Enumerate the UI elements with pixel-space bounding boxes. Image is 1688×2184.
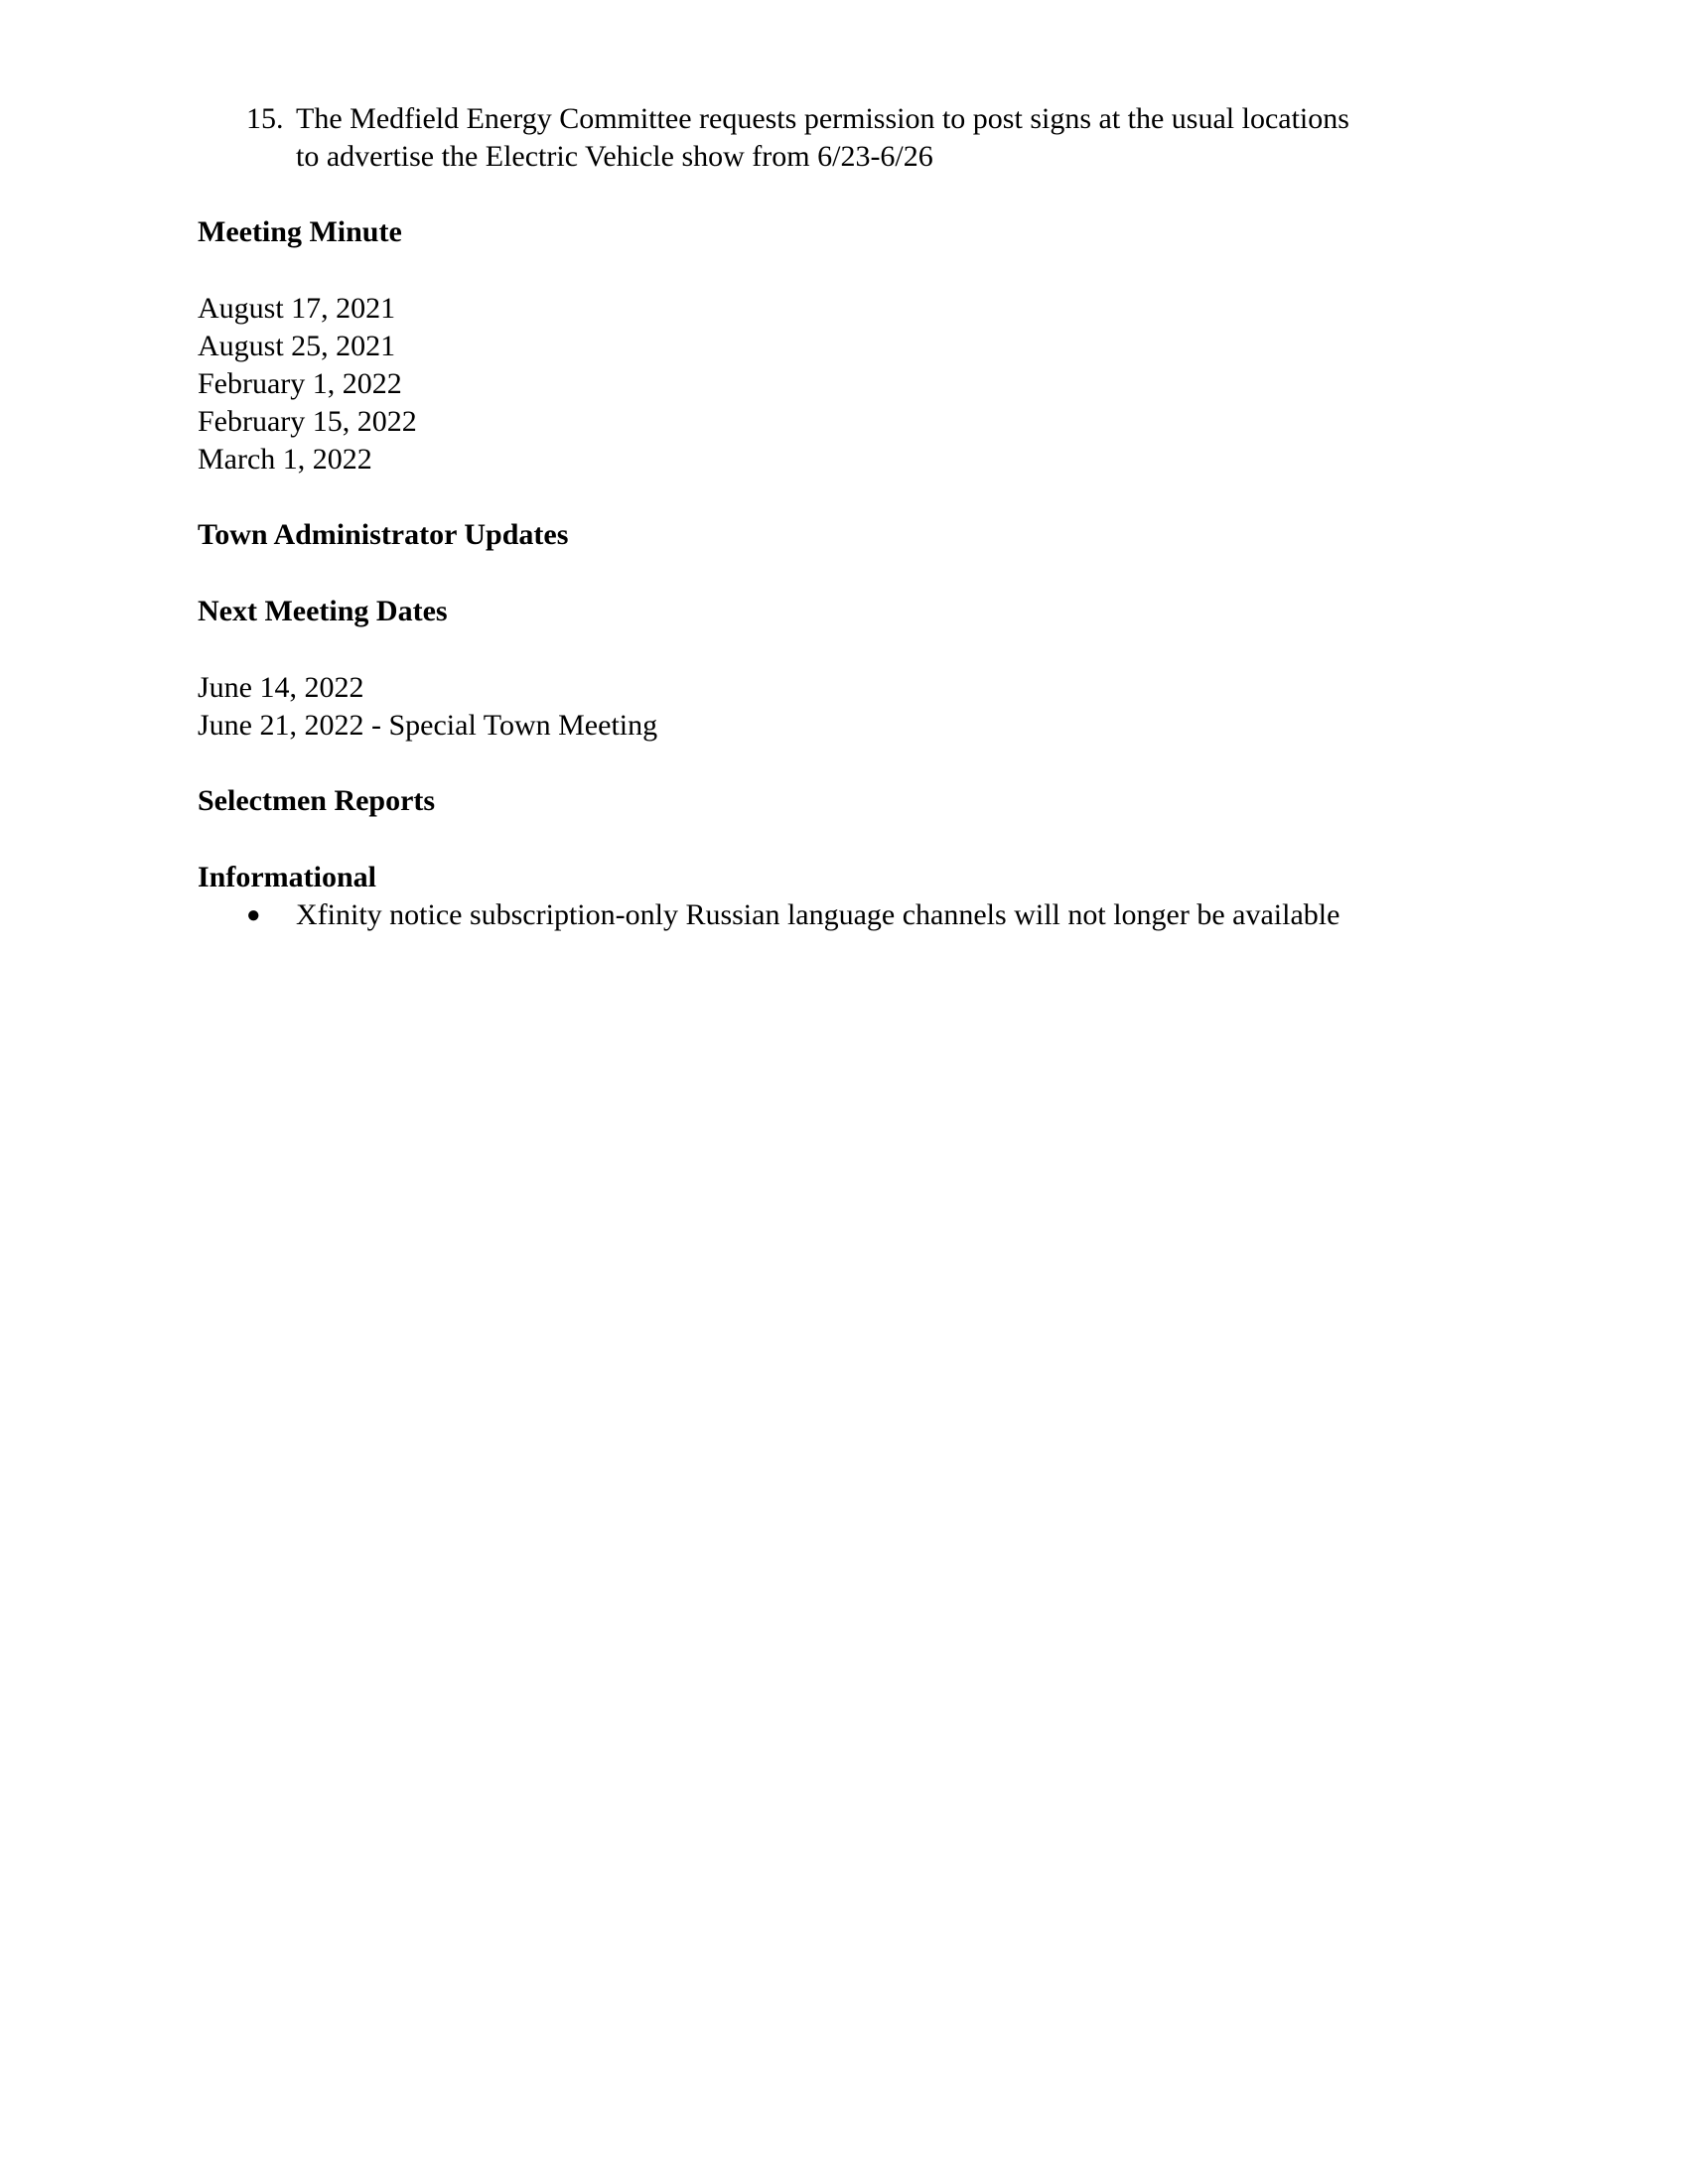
next-meeting-heading: Next Meeting Dates bbox=[198, 595, 448, 627]
next-meeting-date: June 21, 2022 - Special Town Meeting bbox=[198, 709, 658, 742]
meeting-minute-heading: Meeting Minute bbox=[198, 215, 402, 248]
meeting-minute-date: August 25, 2021 bbox=[198, 330, 396, 362]
next-meeting-date: June 14, 2022 bbox=[198, 671, 364, 704]
agenda-item-text-line-1: The Medfield Energy Committee requests permission to post signs at the usual locations bbox=[296, 102, 1349, 135]
informational-heading: Informational bbox=[198, 861, 376, 893]
meeting-minute-date: February 1, 2022 bbox=[198, 367, 402, 400]
meeting-minute-date: August 17, 2021 bbox=[198, 292, 396, 325]
bullet-icon: ● bbox=[246, 902, 261, 928]
agenda-item-number: 15. bbox=[246, 102, 284, 135]
selectmen-reports-heading: Selectmen Reports bbox=[198, 784, 436, 817]
meeting-minute-date: March 1, 2022 bbox=[198, 443, 372, 476]
town-admin-heading: Town Administrator Updates bbox=[198, 518, 569, 551]
meeting-minute-date: February 15, 2022 bbox=[198, 405, 417, 438]
informational-item: Xfinity notice subscription-only Russian language channels will not longer be available bbox=[296, 898, 1340, 931]
agenda-item-text-line-2: to advertise the Electric Vehicle show from 6/23-6/26 bbox=[296, 140, 933, 173]
